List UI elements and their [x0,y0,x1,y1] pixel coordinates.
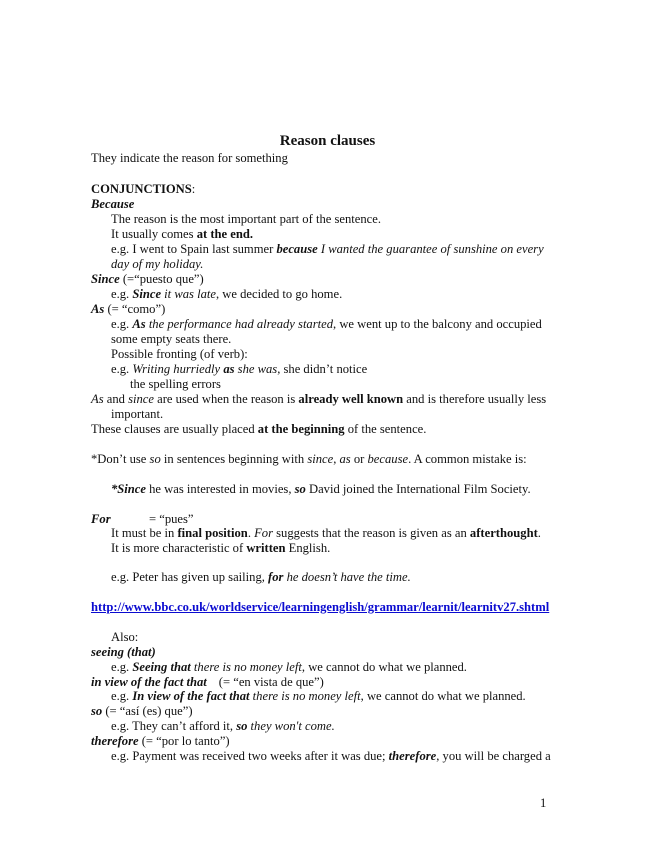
therefore-example: e.g. Payment was received two weeks after it was due; therefore, you will be charged a [111,749,551,763]
as-example: e.g. As the performance had already started, we went up to the balcony and occupied [111,317,542,331]
as-label: As (= “como”) [91,302,166,316]
conjunctions-heading: CONJUNCTIONS: [91,182,196,196]
page-title: Reason clauses [279,133,376,149]
because-line-1: The reason is the most important part of the sentence. [111,212,381,226]
because-example-cont: day of my holiday. [111,257,204,271]
for-line-1: It must be in final position. For suggests that the reason is given as an afterthought. [111,526,541,540]
as-fronting-example-cont: the spelling errors [130,377,221,391]
also-label: Also: [111,630,139,644]
for-label: For = “pues” [91,512,194,526]
seeing-label: seeing (that) [91,645,156,659]
since-label: Since (=“puesto que”) [91,272,204,286]
warning-note: *Don’t use so in sentences beginning with since, as or because. A common mistake is: [91,452,527,466]
inview-example: e.g. In view of the fact that there is no money left, we cannot do what we planned. [111,689,526,703]
usage-note: As and since are used when the reason is already well known and is therefore usually less [91,392,547,406]
warning-example: *Since he was interested in movies, so David joined the International Film Society. [111,482,531,496]
as-fronting-example: e.g. Writing hurriedly as she was, she didn’t notice [111,362,368,376]
because-example: e.g. I went to Spain last summer because I wanted the guarantee of sunshine on every [111,242,544,256]
for-example: e.g. Peter has given up sailing, for he doesn’t have the time. [111,570,411,584]
therefore-label: therefore (= “por lo tanto”) [91,734,230,748]
page-number: 1 [540,796,547,810]
inview-label: in view of the fact that (= “en vista de que”) [91,675,324,689]
for-line-2: It is more characteristic of written English. [111,541,331,555]
usage-note-cont: important. [111,407,164,421]
as-example-cont: some empty seats there. [111,332,232,346]
because-line-2: It usually comes at the end. [111,227,254,241]
bbc-link[interactable]: http://www.bbc.co.uk/worldservice/learningenglish/grammar/learnit/learnitv27.shtml [91,600,550,614]
as-fronting: Possible fronting (of verb): [111,347,248,361]
since-example: e.g. Since it was late, we decided to go home. [111,287,343,301]
placement-note: These clauses are usually placed at the beginning of the sentence. [91,422,427,436]
so-example: e.g. They can’t afford it, so they won't come. [111,719,335,733]
subtitle: They indicate the reason for something [91,151,288,165]
so-label: so (= “así (es) que”) [91,704,193,718]
because-label: Because [91,197,135,211]
seeing-example: e.g. Seeing that there is no money left, we cannot do what we planned. [111,660,467,674]
